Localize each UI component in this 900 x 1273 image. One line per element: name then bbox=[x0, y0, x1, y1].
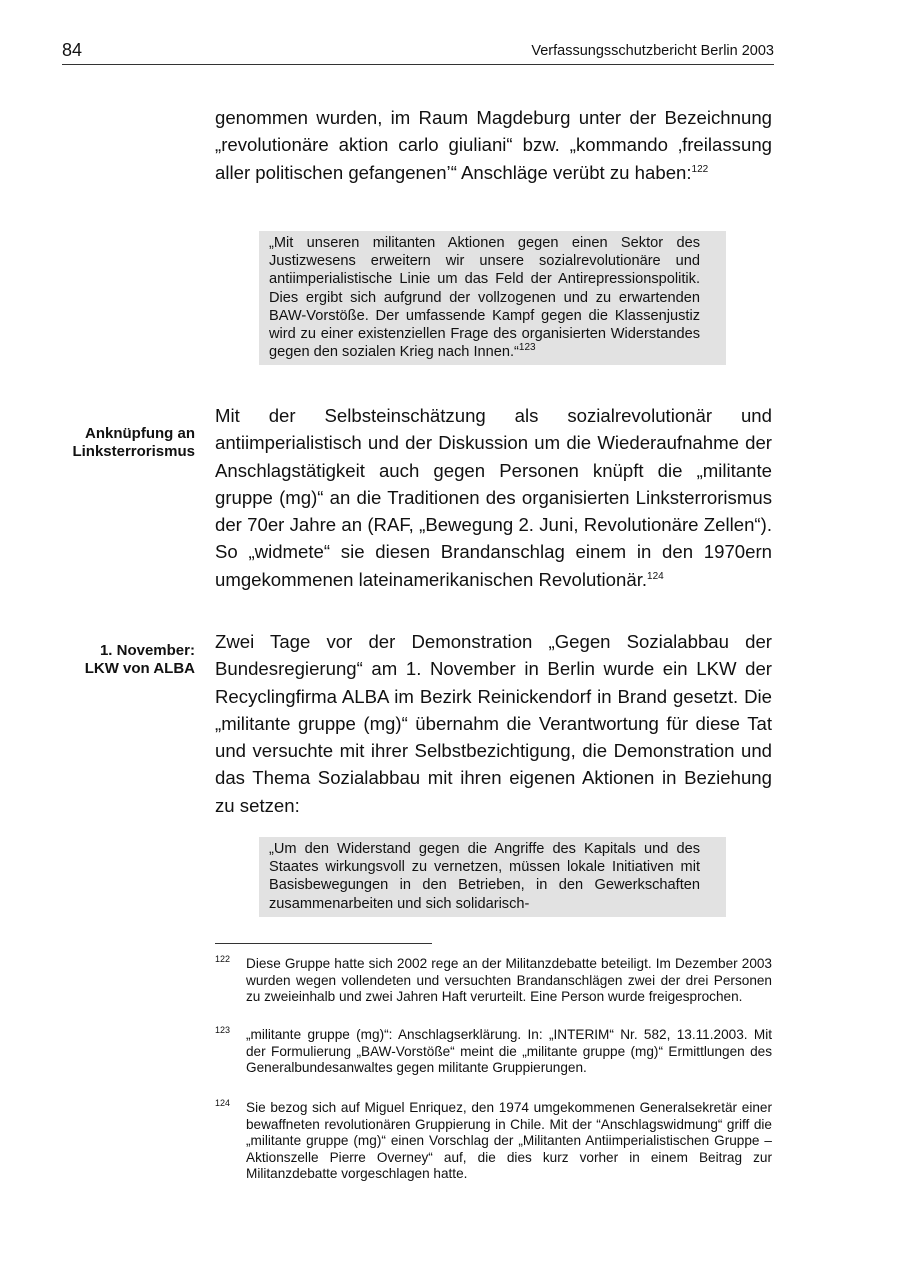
footnote-text: „militante gruppe (mg)“: Anschlagserklärung. In: „INTERIM“ Nr. 582, 13.11.2003. Mit der Formulierung „BAW-Vorstöße“ meint die „militante gruppe (mg)“ Ermittlungen des Generalbundesanwaltes gegen militante Gruppierungen. bbox=[246, 1027, 772, 1076]
footnote-ref: 123 bbox=[518, 342, 536, 354]
footnote-number: 124 bbox=[215, 1098, 231, 1108]
body-paragraph: genommen wurden, im Raum Magdeburg unter der Bezeichnung „revolutionäre aktion carlo giuliani“ bzw. „kommando ‚freilassung aller politischen gefangenen’“ Anschläge verübt zu haben:$^{122}$ bbox=[215, 107, 772, 183]
footnote-ref: 122 bbox=[691, 163, 709, 175]
footnote bbox=[215, 1027, 772, 1077]
side-heading: Anknüpfung an Linksterrorismus bbox=[72, 425, 195, 460]
body-paragraph: Mit der Selbsteinschätzung als sozialrevolutionär und antiimperialistisch und der Diskussion um die Wiederaufnahme der Anschlagstätigkeit auch gegen Personen knüpft die „militante gruppe (mg)“ an die Traditionen des organisierten Linksterrorismus der 70er Jahre an (RAF, „Bewegung 2. Juni, Revolutionäre Zellen“). So „widmete“ sie diesen Brandanschlag einem in den 1970ern umgekommenen lateinamerikanischen Revolutionär.$^{124}$ bbox=[215, 405, 772, 590]
side-heading: 1. November: LKW von ALBA bbox=[84, 642, 195, 677]
body-paragraph: Zwei Tage vor der Demonstration „Gegen Sozialabbau der Bundesregierung“ am 1. November in Berlin wurde ein LKW der Recyclingfirma ALBA im Bezirk Reinickendorf in Brand gesetzt. Die „militante gruppe (mg)“ übernahm die Verantwortung für diese Tat und versuchte mit ihrer Selbstbezichtigung, die Demonstration und das Thema Sozialabbau mit ihren eigenen Aktionen in Beziehung zu setzen: bbox=[215, 631, 772, 816]
page-header bbox=[62, 40, 774, 65]
block-quote: „Um den Widerstand gegen die Angriffe des Kapitals und des Staates wirkungsvoll zu vernetzen, müssen lokale Initiativen mit Basisbewegungen in den Betrieben, in den Gewerkschaften zusammenarbeiten und sich solidarisch- bbox=[259, 837, 726, 917]
footnote-number: 122 bbox=[215, 954, 231, 964]
footnote-number: 123 bbox=[215, 1025, 231, 1035]
footnote bbox=[215, 1100, 772, 1183]
footnote bbox=[215, 956, 772, 1006]
running-title: Verfassungsschutzbericht Berlin 2003 bbox=[531, 43, 774, 59]
page-number: 84 bbox=[62, 40, 83, 60]
footnote-ref: 124 bbox=[647, 570, 664, 582]
block-quote: „Mit unseren militanten Aktionen gegen einen Sektor des Justizwesens erweitern wir unsere sozialrevolutionäre und antiimperialistische Linie um das Feld der Antirepressionspolitik. Dies ergibt sich aufgrund der vollzogenen und zu erwartenden BAW-Vorstöße. Der umfassende Kampf gegen die Klassenjustiz wird zu einer existenziellen Frage des organisierten Widerstandes gegen den sozialen Krieg nach Innen.“$^{123}$ bbox=[259, 231, 726, 365]
footnote-separator bbox=[215, 943, 432, 944]
footnote-text: Sie bezog sich auf Miguel Enriquez, den 1974 umgekommenen Generalsekretär einer bewaffneten revolutionären Gruppierung in Chile. Mit der “Anschlagswidmung“ griff die „militante gruppe (mg)“ einen Vorschlag der „Militanten Antiimperialistischen Gruppe – Aktionszelle Pierre Overney“ auf, die dies kurz vorher in einem Beitrag zur Militanzdebatte vorgeschlagen hatte. bbox=[246, 1100, 772, 1182]
footnote-text: Diese Gruppe hatte sich 2002 rege an der Militanzdebatte beteiligt. Im Dezember 2003 wurden wegen vollendeten und versuchten Brandanschlägen zwei der drei Personen zu zweieinhalb und zwei Jahren Haft verurteilt. Eine Person wurde freigesprochen. bbox=[246, 956, 772, 1005]
